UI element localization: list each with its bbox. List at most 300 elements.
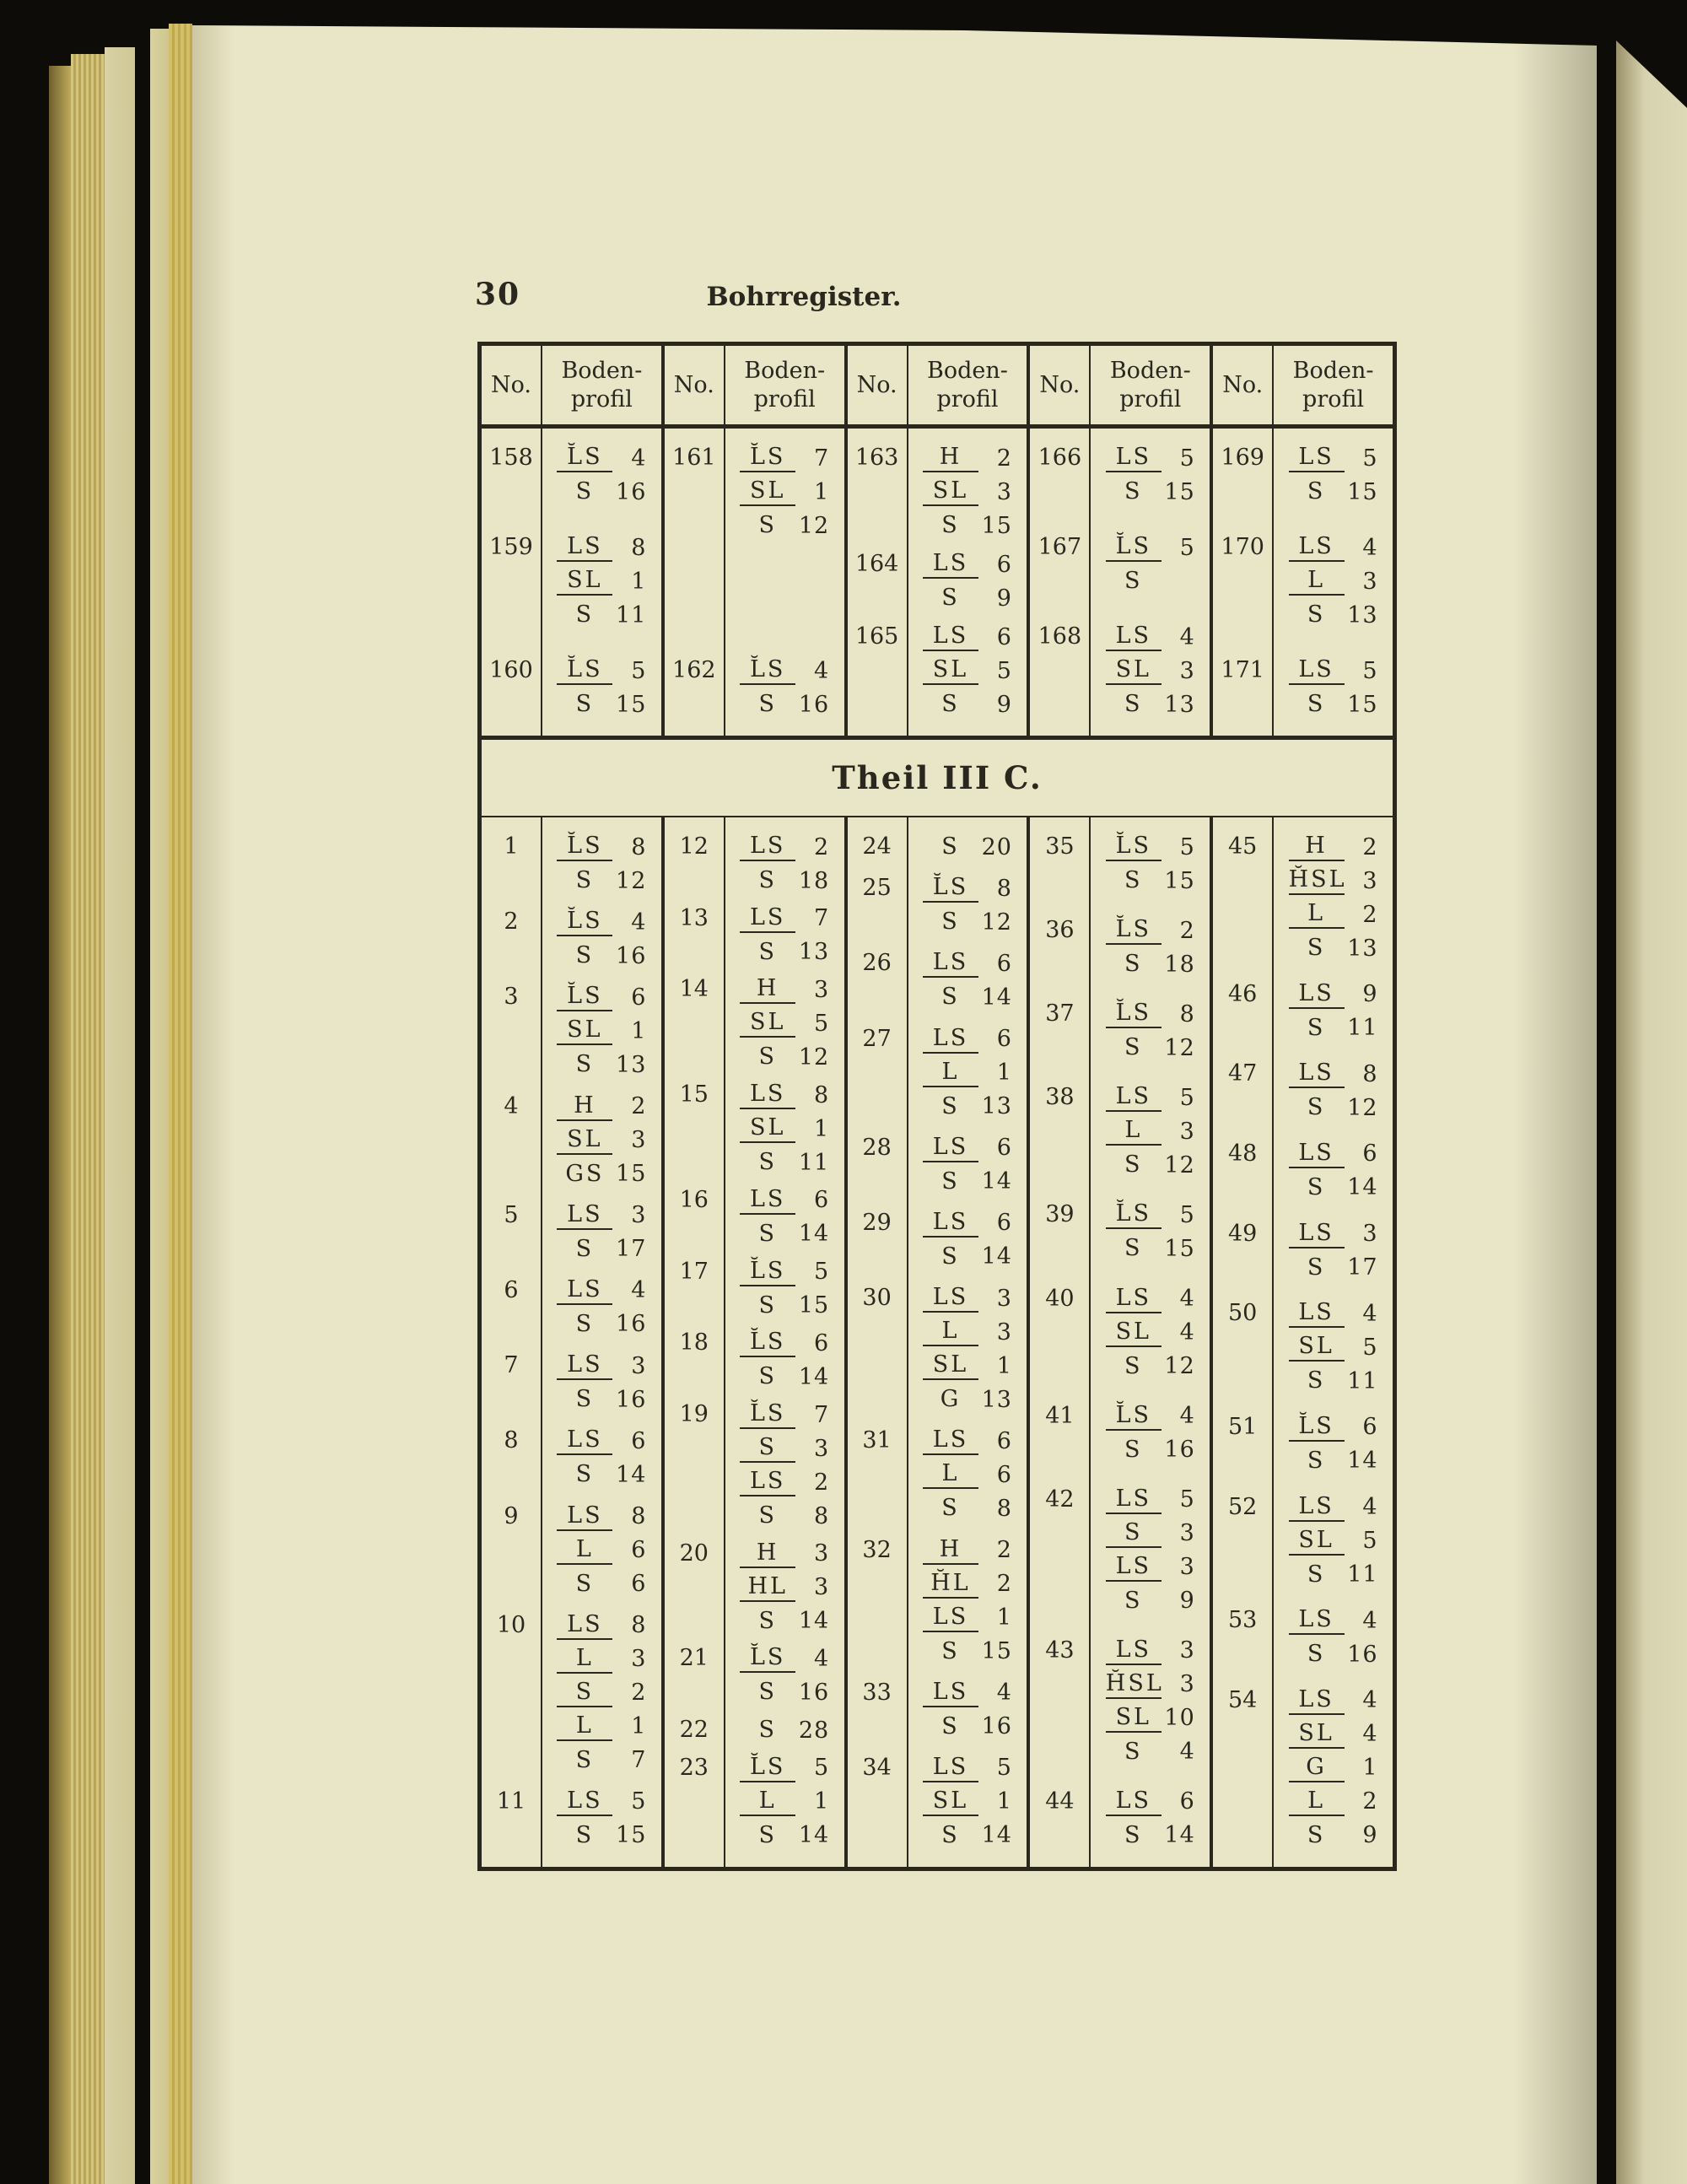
profile-layer-row — [542, 441, 661, 475]
boring-entry — [665, 441, 844, 542]
entry-number: 7 — [504, 1352, 519, 1379]
profile-layer-row — [725, 1398, 844, 1432]
soil-profile — [908, 1534, 1027, 1669]
soil-profile — [725, 1255, 844, 1323]
layer-thickness-value: 15 — [616, 691, 647, 718]
profile-layer-row — [908, 1491, 1027, 1525]
profile-layer-row — [725, 1326, 844, 1360]
soil-profile — [1274, 1217, 1393, 1285]
layer-thickness-value: 3 — [814, 1574, 830, 1601]
profile-header-line1: Boden- — [1109, 357, 1191, 384]
layer-abbreviation: LS — [1289, 533, 1345, 562]
layer-abbreviation: LS — [1289, 1060, 1345, 1088]
entry-number: 1 — [504, 833, 519, 860]
entry-number: 158 — [489, 445, 533, 471]
boring-entry — [665, 830, 844, 898]
layer-thickness-value: 9 — [1179, 1588, 1195, 1615]
entry-number: 40 — [1045, 1285, 1075, 1312]
layer-abbreviation: LS — [1106, 623, 1161, 651]
layer-thickness-value: 5 — [1362, 445, 1378, 472]
layer-abbreviation: SL — [1289, 1527, 1345, 1556]
profile-layer-row — [1091, 1634, 1210, 1668]
layer-abbreviation: LS — [1289, 1299, 1345, 1328]
layer-abbreviation: S — [575, 691, 595, 717]
layer-abbreviation: S — [1307, 1821, 1326, 1848]
boring-entry — [665, 1326, 844, 1394]
entry-number: 29 — [862, 1209, 892, 1236]
entry-number: 18 — [679, 1329, 709, 1356]
layer-abbreviation: LS — [1289, 980, 1345, 1009]
layer-thickness-value: 16 — [798, 691, 830, 718]
boring-entry — [1213, 978, 1393, 1045]
soil-profile — [1091, 1634, 1210, 1769]
layer-thickness-value: 8 — [1362, 1060, 1378, 1087]
boring-entry — [482, 1199, 661, 1266]
layer-abbreviation: S — [941, 1243, 960, 1270]
layer-thickness-value: 4 — [1179, 1286, 1195, 1313]
profile-layer-row — [908, 654, 1027, 688]
soil-profile — [725, 1751, 844, 1852]
layer-abbreviation: S — [1307, 1641, 1326, 1668]
soil-profile — [908, 441, 1027, 542]
profile-layer-row — [1274, 1011, 1393, 1045]
profile-layer-row — [908, 905, 1027, 939]
profile-layer-row — [725, 902, 844, 936]
gutter-shadow — [1595, 35, 1619, 2184]
boring-entry — [1030, 1198, 1210, 1265]
layer-thickness-value: 3 — [1362, 568, 1378, 595]
bohrregister-table — [477, 342, 1397, 1871]
layer-abbreviation: LS — [923, 1679, 978, 1707]
layer-thickness-value: 2 — [996, 1571, 1012, 1597]
layer-thickness-value: 16 — [616, 1311, 647, 1338]
profile-layer-row — [725, 1785, 844, 1819]
entry-number: 24 — [862, 833, 892, 860]
soil-profile — [908, 1751, 1027, 1852]
layer-thickness-value: 3 — [814, 1435, 830, 1462]
no-column-header: No. — [673, 372, 714, 398]
layer-abbreviation: S — [1307, 1094, 1326, 1121]
profile-header-line2: profil — [570, 386, 633, 413]
layer-abbreviation: S — [1124, 568, 1143, 594]
layer-abbreviation: S — [575, 1821, 595, 1848]
layer-abbreviation: S — [740, 1434, 795, 1463]
profile-layer-row — [1091, 830, 1210, 864]
boring-entry — [482, 1424, 661, 1491]
layer-thickness-value: 14 — [981, 1243, 1012, 1270]
profile-layer-row — [908, 441, 1027, 475]
profile-layer-row — [908, 1458, 1027, 1491]
profile-layer-row — [725, 864, 844, 898]
layer-thickness-value: 5 — [996, 657, 1012, 684]
layer-thickness-value: 5 — [1179, 534, 1195, 561]
layer-thickness-value: 5 — [1179, 445, 1195, 472]
layer-abbreviation: S — [575, 601, 595, 628]
layer-abbreviation: H̆SL — [1289, 866, 1345, 895]
layer-thickness-value: 15 — [1347, 691, 1378, 718]
layer-thickness-value: 6 — [996, 1461, 1012, 1488]
soil-profile — [1274, 1410, 1393, 1478]
layer-thickness-value: 4 — [1362, 1300, 1378, 1327]
layer-abbreviation: LS — [740, 1468, 795, 1496]
boring-entry — [1213, 1057, 1393, 1124]
boring-entry — [1213, 531, 1393, 632]
layer-thickness-value: 16 — [1347, 1641, 1378, 1668]
layer-thickness-value: 5 — [631, 657, 647, 684]
entry-number: 35 — [1045, 833, 1075, 860]
layer-abbreviation: SL — [557, 1017, 612, 1045]
boring-entry — [482, 1500, 661, 1601]
entry-number: 23 — [679, 1754, 709, 1781]
layer-abbreviation: S — [1307, 1173, 1326, 1200]
layer-thickness-value: 8 — [631, 1503, 647, 1529]
layer-abbreviation: L̆S — [557, 656, 612, 685]
layer-abbreviation: SL — [557, 567, 612, 596]
layer-thickness-value: 6 — [996, 1210, 1012, 1237]
profile-layer-row — [725, 973, 844, 1006]
layer-thickness-value: 6 — [996, 1135, 1012, 1162]
profile-layer-row — [725, 830, 844, 864]
layer-thickness-value: 17 — [616, 1236, 647, 1263]
layer-abbreviation: L — [923, 1318, 978, 1346]
layer-thickness-value: 14 — [798, 1822, 830, 1849]
profile-layer-row — [1274, 1057, 1393, 1091]
profile-layer-row — [725, 1255, 844, 1289]
layer-abbreviation: L — [557, 1712, 612, 1741]
layer-thickness-value: 1 — [996, 1788, 1012, 1815]
layer-abbreviation: HL — [740, 1573, 795, 1602]
entry-number: 166 — [1038, 445, 1082, 471]
layer-thickness-value: 15 — [798, 1292, 830, 1319]
entry-number: 38 — [1045, 1084, 1075, 1111]
layer-abbreviation: SL — [740, 1114, 795, 1143]
layer-thickness-value: 7 — [814, 445, 830, 472]
profile-layer-row — [1091, 441, 1210, 475]
layer-abbreviation: S — [1124, 1235, 1143, 1262]
profile-column-header — [542, 357, 661, 414]
soil-profile — [1091, 531, 1210, 598]
entry-number: 36 — [1045, 917, 1075, 944]
boring-entry — [482, 905, 661, 973]
layer-thickness-value: 6 — [996, 551, 1012, 578]
entry-number: 161 — [672, 445, 716, 471]
soil-profile — [1091, 1399, 1210, 1467]
entry-number: 53 — [1228, 1607, 1258, 1634]
table-section-upper — [482, 429, 1393, 740]
no-column-header: No. — [1039, 372, 1081, 398]
profile-layer-row — [1274, 688, 1393, 721]
entry-number: 49 — [1228, 1220, 1258, 1247]
table-column-pair — [844, 817, 1027, 1867]
entry-number: 27 — [862, 1025, 892, 1052]
layer-abbreviation: LS — [557, 1502, 612, 1531]
profile-layer-row — [1274, 441, 1393, 475]
layer-thickness-value: 3 — [814, 1540, 830, 1567]
entry-number: 25 — [862, 875, 892, 902]
boring-entry — [848, 547, 1027, 615]
layer-thickness-value: 1 — [814, 1788, 830, 1815]
layer-abbreviation: SL — [1289, 1720, 1345, 1749]
entry-number: 30 — [862, 1285, 892, 1312]
profile-layer-row — [1091, 864, 1210, 898]
layer-abbreviation: LS — [557, 1201, 612, 1230]
layer-abbreviation: S — [758, 1220, 777, 1247]
layer-thickness-value: 8 — [631, 833, 647, 860]
layer-thickness-value: 1 — [996, 1060, 1012, 1087]
profile-layer-row — [725, 1360, 844, 1394]
layer-abbreviation: H̆SL — [1106, 1670, 1161, 1699]
profile-header-line2: profil — [1119, 386, 1182, 413]
profile-layer-row — [542, 1048, 661, 1081]
layer-thickness-value: 11 — [1347, 1367, 1378, 1394]
entry-number: 39 — [1045, 1201, 1075, 1228]
profile-layer-row — [725, 1184, 844, 1217]
layer-thickness-value: 8 — [1179, 1000, 1195, 1027]
boring-entry — [1213, 654, 1393, 721]
layer-abbreviation: S — [941, 512, 960, 538]
boring-entry — [1213, 1217, 1393, 1285]
layer-abbreviation: LS — [923, 1754, 978, 1782]
layer-thickness-value: 2 — [996, 1537, 1012, 1563]
layer-thickness-value: 3 — [996, 1285, 1012, 1312]
entry-number: 10 — [496, 1611, 526, 1638]
profile-layer-row — [1274, 1410, 1393, 1444]
soil-profile — [1274, 1137, 1393, 1205]
layer-thickness-value: 6 — [996, 1026, 1012, 1053]
profile-layer-row — [1091, 564, 1210, 598]
layer-thickness-value: 2 — [1362, 833, 1378, 860]
layer-thickness-value: 15 — [1164, 867, 1195, 894]
profile-layer-row — [908, 1676, 1027, 1710]
entry-number: 48 — [1228, 1140, 1258, 1167]
profile-layer-row — [1091, 531, 1210, 564]
profile-layer-row — [725, 1604, 844, 1638]
table-column-pair — [482, 429, 661, 736]
layer-thickness-value: 11 — [798, 1149, 830, 1176]
layer-abbreviation: L̆S — [557, 983, 612, 1011]
layer-abbreviation: S — [941, 909, 960, 936]
profile-layer-row — [542, 1458, 661, 1491]
boring-entry — [482, 1274, 661, 1341]
soil-profile — [542, 1090, 661, 1191]
layer-thickness-value: 2 — [1179, 917, 1195, 944]
layer-thickness-value: 15 — [1347, 478, 1378, 505]
layer-abbreviation: H — [923, 444, 978, 472]
boring-entry — [848, 1206, 1027, 1274]
layer-abbreviation: LS — [740, 904, 795, 933]
profile-layer-row — [908, 688, 1027, 721]
table-column-pair — [844, 429, 1027, 736]
soil-profile — [1091, 1282, 1210, 1383]
layer-abbreviation: S — [1307, 935, 1326, 961]
profile-layer-row — [1274, 1364, 1393, 1398]
soil-profile — [908, 620, 1027, 721]
layer-abbreviation: S — [575, 1746, 595, 1773]
soil-profile — [1274, 654, 1393, 721]
layer-abbreviation: L̆S — [740, 656, 795, 685]
soil-profile — [908, 830, 1027, 864]
no-column-header: No. — [1222, 372, 1264, 398]
profile-layer-row — [725, 509, 844, 542]
entry-number: 159 — [489, 534, 533, 560]
layer-thickness-value: 1 — [814, 1115, 830, 1142]
layer-thickness-value: 8 — [996, 1495, 1012, 1522]
boring-entry — [1213, 1410, 1393, 1478]
layer-thickness-value: 7 — [814, 1401, 830, 1428]
layer-thickness-value: 5 — [996, 1755, 1012, 1782]
layer-thickness-value: 3 — [1179, 1637, 1195, 1664]
profile-layer-row — [1274, 1330, 1393, 1364]
profile-layer-row — [725, 1642, 844, 1675]
layer-abbreviation: S — [758, 938, 777, 965]
layer-abbreviation: S — [1124, 1151, 1143, 1178]
profile-layer-row — [1091, 1735, 1210, 1769]
profile-column-header — [1091, 357, 1210, 414]
layer-thickness-value: 5 — [1179, 1486, 1195, 1513]
layer-thickness-value: 15 — [981, 512, 1012, 539]
layer-abbreviation: SL — [923, 656, 978, 685]
layer-abbreviation: SL — [557, 1126, 612, 1155]
layer-thickness-value: 2 — [814, 1469, 830, 1496]
layer-abbreviation: SL — [1106, 1704, 1161, 1733]
layer-thickness-value: 8 — [814, 1502, 830, 1529]
table-column-pair — [482, 817, 661, 1867]
layer-thickness-value: 5 — [1362, 1528, 1378, 1555]
layer-abbreviation: S — [941, 1821, 960, 1848]
layer-thickness-value: 16 — [616, 1386, 647, 1413]
layer-abbreviation: S — [1307, 691, 1326, 717]
layer-abbreviation: L̆S — [1289, 1413, 1345, 1442]
profile-layer-row — [908, 547, 1027, 581]
layer-abbreviation: L̆S — [1106, 1402, 1161, 1431]
layer-thickness-value: 4 — [1362, 1721, 1378, 1748]
layer-abbreviation: L — [1106, 1117, 1161, 1146]
layer-thickness-value: 13 — [1347, 935, 1378, 962]
soil-profile — [542, 905, 661, 973]
profile-layer-row — [1274, 1819, 1393, 1852]
entry-number: 171 — [1221, 657, 1264, 683]
profile-layer-row — [542, 1308, 661, 1341]
entry-number: 33 — [862, 1679, 892, 1706]
layer-abbreviation: S — [1124, 1587, 1143, 1614]
layer-thickness-value: 2 — [1362, 901, 1378, 928]
layer-abbreviation: S — [575, 1386, 595, 1413]
profile-layer-row — [1274, 1444, 1393, 1478]
layer-abbreviation: SL — [923, 477, 978, 506]
layer-abbreviation: L — [557, 1645, 612, 1674]
profile-layer-row — [1091, 1232, 1210, 1265]
layer-abbreviation: L̆S — [557, 444, 612, 472]
profile-layer-row — [542, 654, 661, 688]
profile-layer-row — [725, 1675, 844, 1709]
layer-thickness-value: 8 — [996, 875, 1012, 902]
layer-abbreviation: LS — [1106, 1285, 1161, 1313]
layer-thickness-value: 15 — [1164, 478, 1195, 505]
boring-entry — [482, 1090, 661, 1191]
profile-layer-row — [908, 1056, 1027, 1090]
layer-thickness-value: 4 — [1362, 1687, 1378, 1714]
profile-layer-row — [908, 1601, 1027, 1635]
layer-abbreviation: LS — [557, 1788, 612, 1816]
layer-abbreviation: L — [1289, 1788, 1345, 1816]
layer-thickness-value: 16 — [1164, 1437, 1195, 1464]
soil-profile — [725, 1642, 844, 1709]
profile-layer-row — [1274, 564, 1393, 598]
layer-thickness-value: 11 — [1347, 1561, 1378, 1588]
boring-entry — [1030, 1399, 1210, 1467]
layer-thickness-value: 6 — [814, 1329, 830, 1356]
layer-abbreviation: S — [1124, 1034, 1143, 1061]
profile-layer-row — [1091, 1031, 1210, 1065]
layer-abbreviation: SL — [1106, 656, 1161, 685]
profile-layer-row — [725, 1112, 844, 1146]
profile-layer-row — [542, 1349, 661, 1383]
table-section-lower — [482, 817, 1393, 1867]
entry-number: 26 — [862, 950, 892, 977]
layer-thickness-value: 6 — [631, 984, 647, 1011]
layer-thickness-value: 9 — [996, 585, 1012, 612]
layer-abbreviation: S — [1124, 691, 1143, 717]
layer-thickness-value: 4 — [1179, 1739, 1195, 1766]
layer-thickness-value: 3 — [814, 976, 830, 1003]
layer-thickness-value: 4 — [1362, 534, 1378, 561]
profile-layer-row — [542, 1274, 661, 1308]
soil-profile — [542, 1500, 661, 1601]
profile-layer-row — [725, 1040, 844, 1074]
entry-number: 47 — [1228, 1060, 1258, 1087]
layer-thickness-value: 5 — [814, 1010, 830, 1037]
layer-abbreviation: S — [1124, 1352, 1143, 1379]
profile-layer-row — [542, 1232, 661, 1266]
profile-layer-row — [1091, 1668, 1210, 1701]
layer-abbreviation: LS — [1289, 656, 1345, 685]
layer-abbreviation: H — [923, 1536, 978, 1565]
profile-layer-row — [908, 509, 1027, 542]
profile-layer-row — [908, 1567, 1027, 1601]
layer-abbreviation: S — [758, 1363, 777, 1390]
profile-layer-row — [1091, 1584, 1210, 1618]
boring-entry — [1030, 997, 1210, 1065]
boring-entry — [848, 1424, 1027, 1525]
layer-abbreviation: L̆S — [740, 1329, 795, 1357]
layer-thickness-value: 12 — [798, 512, 830, 539]
entry-number: 22 — [679, 1717, 709, 1744]
layer-thickness-value: 12 — [616, 867, 647, 894]
layer-thickness-value: 5 — [631, 1788, 647, 1815]
profile-layer-row — [542, 1710, 661, 1744]
layer-abbreviation: L̆S — [1106, 1000, 1161, 1028]
layer-thickness-value: 12 — [981, 909, 1012, 936]
layer-thickness-value: 3 — [631, 1352, 647, 1379]
soil-profile — [1091, 1081, 1210, 1182]
profile-layer-row — [908, 1240, 1027, 1274]
profile-layer-row — [1091, 1701, 1210, 1735]
boring-entry — [1213, 1297, 1393, 1398]
profile-layer-row — [1274, 864, 1393, 898]
profile-layer-row — [1091, 1517, 1210, 1550]
layer-abbreviation: L̆S — [923, 874, 978, 903]
layer-thickness-value: 6 — [1179, 1788, 1195, 1815]
layer-thickness-value: 13 — [981, 1093, 1012, 1120]
soil-profile — [542, 1274, 661, 1341]
profile-layer-row — [908, 980, 1027, 1014]
soil-profile — [908, 946, 1027, 1014]
layer-thickness-value: 6 — [996, 623, 1012, 650]
boring-entry — [1030, 620, 1210, 721]
layer-thickness-value: 4 — [631, 909, 647, 936]
boring-entry — [665, 973, 844, 1074]
layer-thickness-value: 6 — [631, 1537, 647, 1563]
